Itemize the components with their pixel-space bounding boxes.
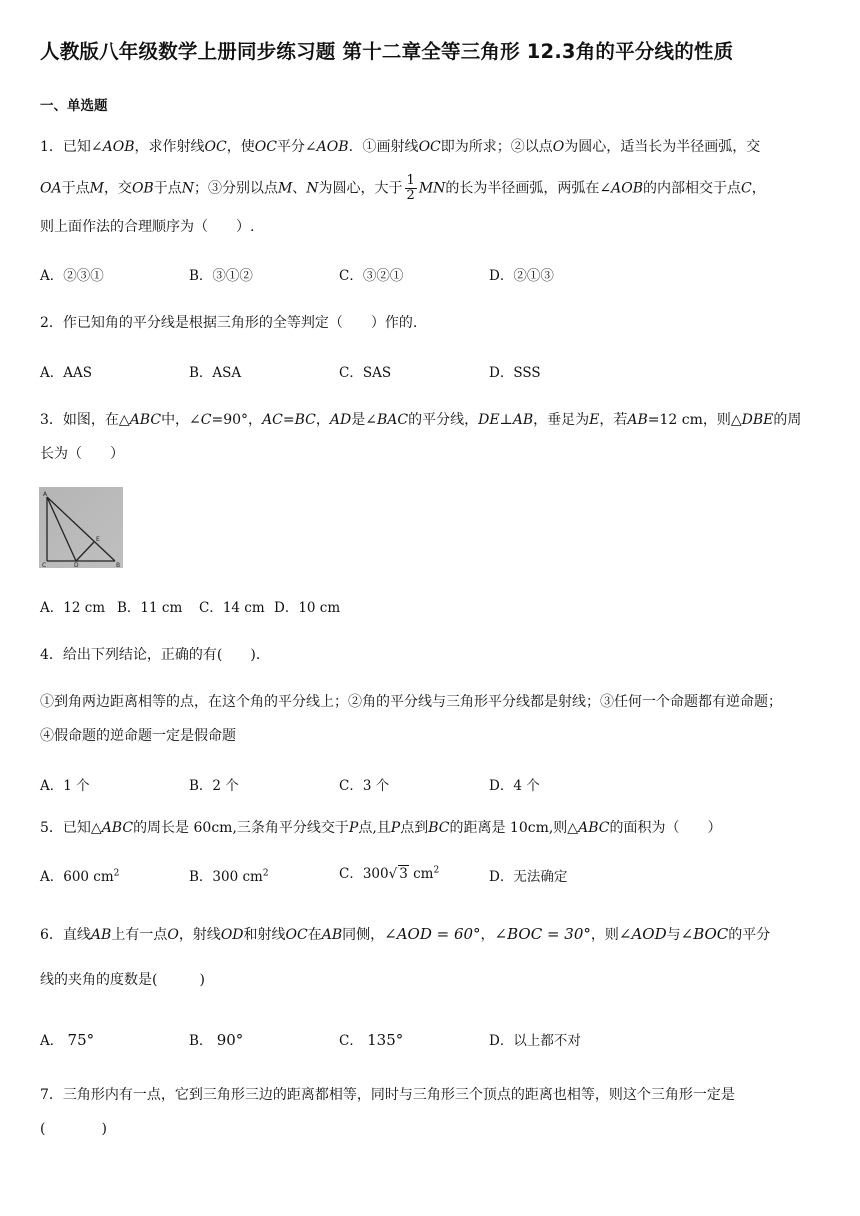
q6-line-1: 6．直线AB上有一点O，射线OD和射线OC在AB同侧，∠AOD = 60°，∠BOC = 30°，则∠AOD与∠BOC的平分	[40, 925, 771, 943]
sqrt-three: 3	[399, 866, 408, 882]
q2-option-a: A．AAS	[40, 365, 92, 381]
section-heading: 一、单选题	[40, 98, 108, 114]
q1-line-1: 1．已知∠AOB，求作射线OC，使OC平分∠AOB．①画射线OC即为所求；②以点O为圆心，适当长为半径画弧，交	[40, 139, 761, 155]
q5-text: 5．已知△ABC的周长是 60cm,三条角平分线交于P点,且P点到BC的距离是 10cm,则△ABC的面积为（ ）	[40, 820, 722, 836]
q4-option-b: B．2 个	[189, 778, 239, 794]
q6-option-b: B． 90°	[189, 1031, 244, 1049]
q7-line-2: ( )	[40, 1121, 107, 1137]
fraction-one-half: $\frac{1}{2}$	[406, 173, 415, 203]
q3-option-c: C．14 cm	[199, 600, 265, 616]
triangle-figure	[39, 487, 123, 568]
q1-option-d: D．②①③	[489, 268, 554, 284]
q3-option-a: A．12 cm	[40, 600, 106, 616]
label-c: C	[42, 562, 47, 568]
q1-line-2: OA于点M，交OB于点N；③分别以点M、N为圆心，大于 $\frac{1}{2}$ MN的长为半径画弧，两弧在∠AOB的内部相交于点C，	[40, 173, 766, 203]
q5-option-c: C．300√ 3 $cm^2$	[339, 865, 440, 882]
q3-line-1: 3．如图，在△ABC中，∠C=90°，AC=BC，AD是∠BAC的平分线，DE⊥AB，垂足为E，若AB=12 cm，则△DBE的周	[40, 412, 802, 428]
q5-option-d: D．无法确定	[489, 869, 568, 885]
q4-option-a: A．1 个	[40, 778, 90, 794]
q6-option-a: A． 75°	[40, 1031, 95, 1049]
q6-option-c: C． 135°	[339, 1031, 404, 1049]
q6-line-2: 线的夹角的度数是( )	[40, 972, 205, 988]
label-e: E	[96, 536, 100, 543]
q1-option-c: C．③②①	[339, 268, 404, 284]
q1-option-b: B．③①②	[189, 268, 253, 284]
q3-option-b: B．11 cm	[117, 600, 183, 616]
label-d: D	[74, 562, 79, 568]
label-a: A	[43, 491, 48, 498]
q4-statement-line-2: ④假命题的逆命题一定是假命题	[40, 728, 236, 744]
q4-statement-line-1: ①到角两边距离相等的点，在这个角的平分线上；②角的平分线与三角形平分线都是射线；③任何一个命题都有逆命题；	[40, 694, 782, 710]
q4-option-d: D．4 个	[489, 778, 540, 794]
q3-line-2: 长为（ ）	[40, 446, 124, 462]
q2-text: 2．作已知角的平分线是根据三角形的全等判定（ ）作的.	[40, 315, 418, 331]
q4-option-c: C．3 个	[339, 778, 390, 794]
q5-option-b: B．300 $cm^2$	[189, 868, 269, 885]
q3-option-d: D．10 cm	[274, 600, 341, 616]
page-title: 人教版八年级数学上册同步练习题 第十二章全等三角形 12.3角的平分线的性质	[40, 40, 734, 63]
label-b: B	[116, 562, 121, 568]
q1-line-3: 则上面作法的合理顺序为（ ）.	[40, 219, 255, 235]
q5-option-a: A．600 $cm^2$	[40, 868, 120, 885]
q2-option-c: C．SAS	[339, 365, 392, 381]
q1-option-a: A．②③①	[40, 268, 104, 284]
q7-line-1: 7．三角形内有一点，它到三角形三边的距离都相等，同时与三角形三个顶点的距离也相等，则这个三角形一定是	[40, 1087, 735, 1103]
q2-option-d: D．SSS	[489, 365, 541, 381]
q6-option-d: D．以上都不对	[489, 1033, 581, 1049]
q4-text: 4．给出下列结论，正确的有( ).	[40, 647, 261, 663]
q2-option-b: B．ASA	[189, 365, 242, 381]
